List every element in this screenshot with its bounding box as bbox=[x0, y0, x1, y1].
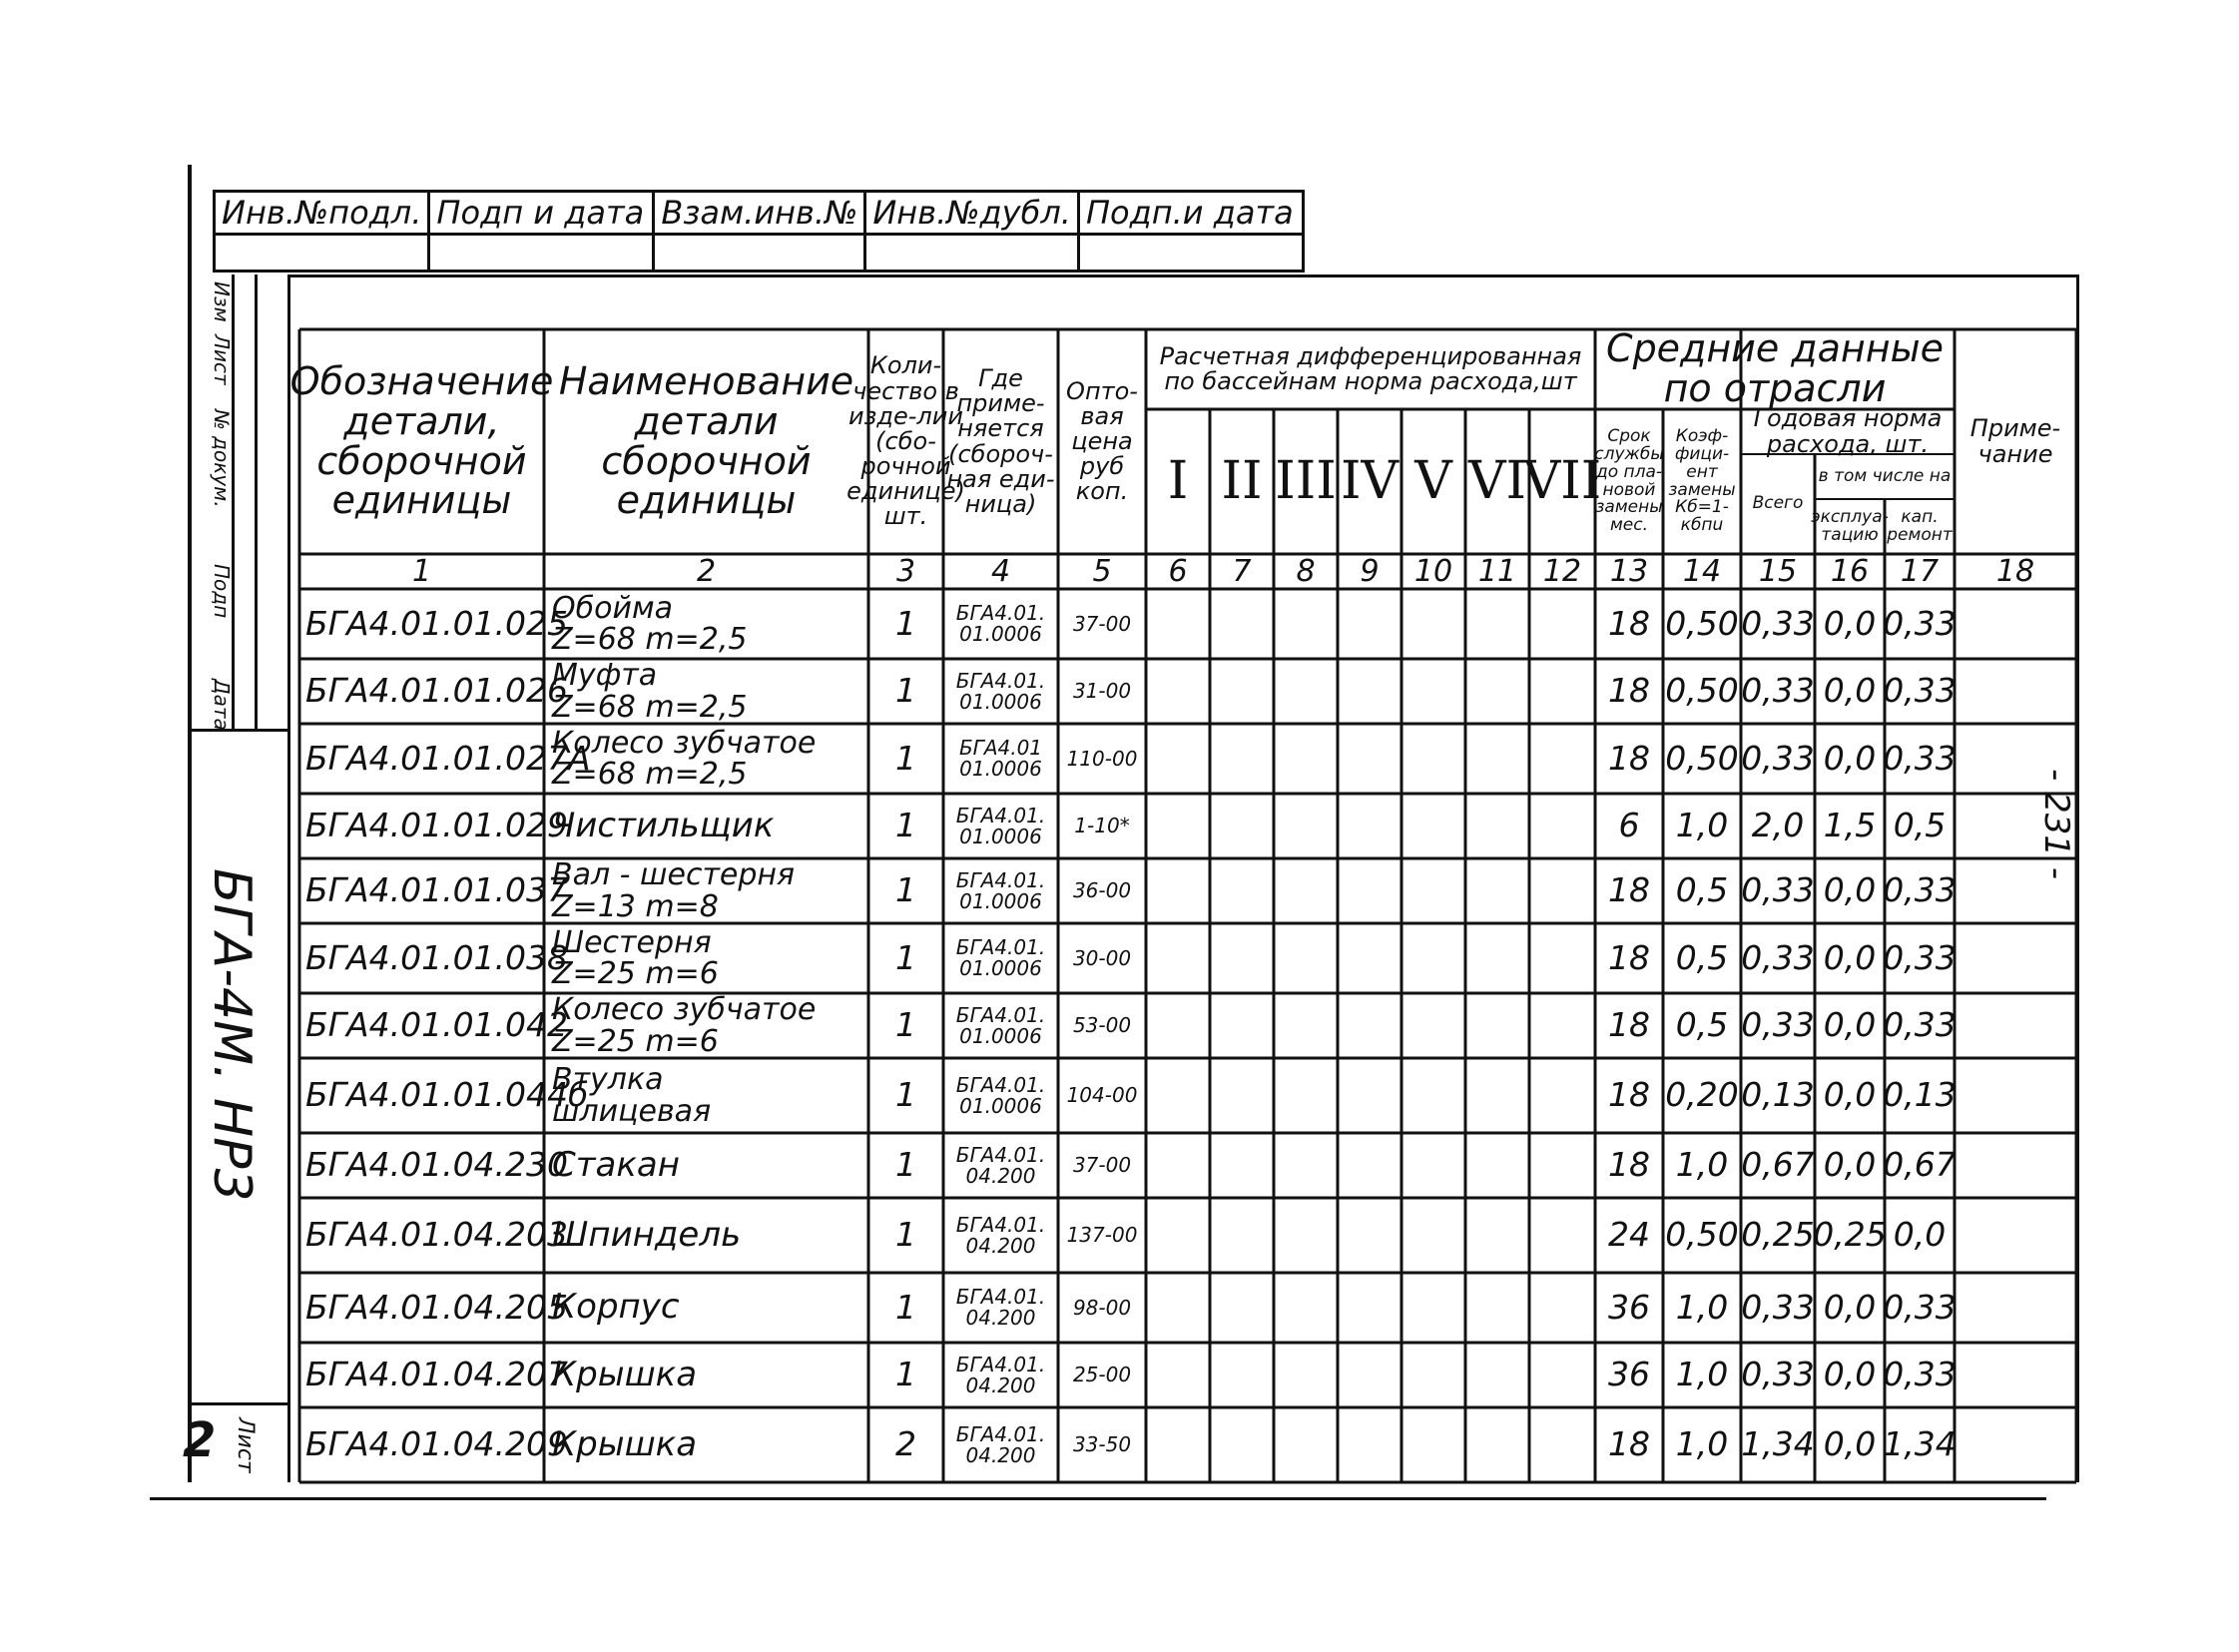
row-where-line1: БГА4.01. bbox=[955, 1142, 1046, 1167]
row-rem: 0,67 bbox=[1883, 1145, 1957, 1185]
row-name-line2: Z=25 m=6 bbox=[552, 956, 719, 991]
header-exploitation: эксплуа-тацию bbox=[1811, 506, 1889, 545]
row-total: 0,33 bbox=[1741, 1355, 1815, 1394]
row-code: БГА4.01.01.037 bbox=[305, 870, 569, 910]
row-expl: 0,0 bbox=[1823, 937, 1877, 977]
row-rem: 0,33 bbox=[1883, 870, 1957, 910]
row-name bbox=[544, 659, 868, 724]
row-qty: 2 bbox=[895, 1424, 916, 1464]
row-name-line1: Колесо зубчатое bbox=[552, 725, 817, 761]
side-label-izm: Изм bbox=[210, 281, 234, 322]
header-qty: Коли-чество в изде-лии (сбо-рочной единице) шт. bbox=[846, 351, 965, 531]
row-expl: 0,0 bbox=[1823, 1355, 1877, 1394]
row-code: БГА4.01.04.205 bbox=[305, 1287, 569, 1327]
column-number-4: 4 bbox=[990, 553, 1011, 589]
row-name bbox=[544, 1407, 868, 1482]
row-name-line2: Z=25 m=6 bbox=[552, 1023, 719, 1059]
column-number-5: 5 bbox=[1092, 553, 1112, 589]
row-koef: 0,5 bbox=[1675, 937, 1729, 977]
row-srok: 18 bbox=[1608, 1075, 1650, 1115]
row-where-line1: БГА4.01. bbox=[955, 1002, 1046, 1027]
header-total: Всего bbox=[1752, 493, 1804, 514]
row-where-line2: 01.0006 bbox=[959, 888, 1042, 913]
row-price: 37-00 bbox=[1072, 611, 1132, 636]
row-name bbox=[544, 794, 868, 858]
row-where-used bbox=[943, 794, 1058, 858]
row-qty: 1 bbox=[895, 603, 916, 643]
stamp-inv-podl: Инв.№подл. bbox=[215, 192, 429, 235]
row-where-used bbox=[943, 1058, 1058, 1133]
row-total: 0,33 bbox=[1741, 1005, 1815, 1045]
row-where-line1: БГА4.01. bbox=[955, 1212, 1046, 1237]
row-koef: 0,5 bbox=[1675, 1005, 1729, 1045]
row-srok: 18 bbox=[1608, 937, 1650, 977]
row-where-used bbox=[943, 1407, 1058, 1482]
header-note: Приме-чание bbox=[1969, 414, 2061, 468]
stamp-cell bbox=[429, 235, 654, 272]
sheet-label: Лист bbox=[233, 1417, 258, 1473]
row-expl: 0,0 bbox=[1823, 671, 1877, 711]
row-code: БГА4.01.01.029 bbox=[305, 806, 569, 845]
page-mark: - 231 - bbox=[2036, 769, 2076, 880]
stamp-vzam-inv: Взам.инв.№ bbox=[654, 192, 865, 235]
side-label-podp: Подп bbox=[210, 564, 234, 619]
row-total: 0,33 bbox=[1741, 738, 1815, 778]
row-price: 33-50 bbox=[1072, 1432, 1132, 1456]
row-code: БГА4.01.04.203 bbox=[305, 1215, 569, 1255]
stamp-cell bbox=[865, 235, 1079, 272]
row-rem: 1,34 bbox=[1883, 1424, 1957, 1464]
column-number-10: 10 bbox=[1413, 553, 1453, 589]
row-total: 0,33 bbox=[1741, 671, 1815, 711]
row-rem: 0,5 bbox=[1893, 806, 1947, 845]
row-koef: 1,0 bbox=[1675, 1287, 1729, 1327]
row-price: 98-00 bbox=[1072, 1295, 1132, 1320]
row-name-line1: Втулка bbox=[552, 1062, 664, 1097]
column-number-12: 12 bbox=[1542, 553, 1582, 589]
row-where-line1: БГА4.01. bbox=[955, 1352, 1046, 1377]
side-label-data: Дата bbox=[210, 679, 234, 731]
header-price: Опто-вая цена руб коп. bbox=[1066, 376, 1138, 506]
row-code: БГА4.01.04.230 bbox=[305, 1145, 569, 1185]
row-name-line1: Крышка bbox=[552, 1423, 698, 1464]
row-rem: 0,33 bbox=[1883, 738, 1957, 778]
inventory-stamp bbox=[213, 190, 1305, 273]
row-total: 0,13 bbox=[1741, 1075, 1815, 1115]
column-number-9: 9 bbox=[1360, 553, 1380, 589]
row-where-line2: 04.200 bbox=[965, 1442, 1036, 1467]
row-where-used bbox=[943, 659, 1058, 724]
row-koef: 0,20 bbox=[1665, 1075, 1739, 1115]
column-number-8: 8 bbox=[1296, 553, 1316, 589]
row-total: 0,33 bbox=[1741, 603, 1815, 643]
row-koef: 0,50 bbox=[1665, 1215, 1739, 1255]
row-name-line1: Шестерня bbox=[552, 924, 712, 960]
row-qty: 1 bbox=[895, 870, 916, 910]
header-incl: в том числе на bbox=[1818, 465, 1952, 486]
stamp-podp-data: Подп и дата bbox=[429, 192, 654, 235]
row-price: 37-00 bbox=[1072, 1153, 1132, 1177]
row-qty: 1 bbox=[895, 671, 916, 711]
header-roman-4: IV bbox=[1340, 451, 1399, 512]
frame-left-line bbox=[188, 165, 192, 1482]
header-service-life: Срок службы до пла-новой замены мес. bbox=[1594, 425, 1664, 536]
row-where-line2: 01.0006 bbox=[959, 689, 1042, 714]
header-where-used: Где приме-няется (сбороч-ная еди-ница) bbox=[946, 363, 1055, 518]
row-expl: 0,0 bbox=[1823, 738, 1877, 778]
row-rem: 0,0 bbox=[1893, 1215, 1947, 1255]
row-where-used bbox=[943, 1198, 1058, 1273]
row-expl: 0,25 bbox=[1813, 1215, 1887, 1255]
stamp-cell bbox=[654, 235, 865, 272]
row-where-used bbox=[943, 993, 1058, 1058]
header-cap-repair: кап. ремонт bbox=[1887, 506, 1953, 545]
row-name bbox=[544, 1133, 868, 1198]
header-roman-1: I bbox=[1167, 451, 1189, 512]
row-name-line1: Обойма bbox=[552, 590, 673, 626]
row-total: 0,33 bbox=[1741, 937, 1815, 977]
row-qty: 1 bbox=[895, 1145, 916, 1185]
row-code: БГА4.01.01.042 bbox=[305, 1005, 569, 1045]
row-expl: 1,5 bbox=[1823, 806, 1877, 845]
column-number-7: 7 bbox=[1232, 553, 1252, 589]
row-srok: 24 bbox=[1608, 1215, 1650, 1255]
column-number-13: 13 bbox=[1609, 553, 1649, 589]
row-srok: 18 bbox=[1608, 671, 1650, 711]
row-koef: 0,5 bbox=[1675, 870, 1729, 910]
row-price: 30-00 bbox=[1072, 945, 1132, 970]
row-name-line2: шлицевая bbox=[552, 1093, 712, 1129]
row-expl: 0,0 bbox=[1823, 1145, 1877, 1185]
row-name-line2: Z=68 m=2,5 bbox=[552, 689, 748, 725]
row-name bbox=[544, 923, 868, 993]
row-code: БГА4.01.01.027А bbox=[305, 738, 591, 778]
row-price: 110-00 bbox=[1066, 746, 1138, 771]
row-where-line2: 04.200 bbox=[965, 1306, 1036, 1330]
row-name bbox=[544, 993, 868, 1058]
row-code: БГА4.01.01.026 bbox=[305, 671, 569, 711]
row-srok: 18 bbox=[1608, 1145, 1650, 1185]
column-number-1: 1 bbox=[411, 553, 432, 589]
stamp-cell bbox=[1078, 235, 1303, 272]
frame-right-line bbox=[2076, 275, 2079, 1482]
stamp-inv-dubl: Инв.№дубл. bbox=[865, 192, 1079, 235]
row-code: БГА4.01.01.044б bbox=[305, 1075, 589, 1115]
row-srok: 18 bbox=[1608, 1005, 1650, 1045]
header-avg-group: Средние данные по отрасли bbox=[1606, 326, 1944, 410]
row-name bbox=[544, 1058, 868, 1133]
row-price: 104-00 bbox=[1066, 1083, 1138, 1107]
row-where-used bbox=[943, 724, 1058, 794]
column-number-16: 16 bbox=[1830, 553, 1870, 589]
frame-bottom-line bbox=[150, 1497, 2046, 1500]
row-rem: 0,13 bbox=[1883, 1075, 1957, 1115]
side-divider bbox=[190, 729, 289, 732]
row-price: 25-00 bbox=[1072, 1363, 1132, 1386]
side-label-dokum: № докум. bbox=[210, 409, 234, 508]
row-where-line1: БГА4.01. bbox=[955, 668, 1046, 693]
row-qty: 1 bbox=[895, 1005, 916, 1045]
row-srok: 18 bbox=[1608, 603, 1650, 643]
row-expl: 0,0 bbox=[1823, 603, 1877, 643]
row-where-used bbox=[943, 1133, 1058, 1198]
row-total: 2,0 bbox=[1751, 806, 1805, 845]
row-price: 53-00 bbox=[1072, 1013, 1132, 1037]
column-number-17: 17 bbox=[1900, 553, 1940, 589]
row-where-line2: 01.0006 bbox=[959, 1023, 1042, 1048]
row-expl: 0,0 bbox=[1823, 1424, 1877, 1464]
row-srok: 18 bbox=[1608, 1424, 1650, 1464]
header-designation: Обозначение детали, сборочной единицы bbox=[289, 358, 554, 523]
header-norm-group: Расчетная дифференцированная по бассейнам норма расхода,шт bbox=[1159, 341, 1582, 395]
header-roman-6: VI bbox=[1467, 451, 1527, 512]
row-name bbox=[544, 589, 868, 659]
row-name-line1: Шпиндель bbox=[552, 1214, 742, 1255]
row-where-used bbox=[943, 1273, 1058, 1343]
column-number-3: 3 bbox=[895, 553, 916, 589]
row-srok: 18 bbox=[1608, 870, 1650, 910]
row-koef: 0,50 bbox=[1665, 738, 1739, 778]
row-qty: 1 bbox=[895, 806, 916, 845]
frame-top-line bbox=[287, 275, 2079, 277]
header-annual-norm: Годовая норма расхода, шт. bbox=[1753, 404, 1943, 458]
stamp-cell bbox=[215, 235, 429, 272]
row-rem: 0,33 bbox=[1883, 1355, 1957, 1394]
row-rem: 0,33 bbox=[1883, 1287, 1957, 1327]
header-coefficient: Коэф-фици-ент замены Кб=1-кбпu bbox=[1668, 425, 1736, 536]
row-where-line1: БГА4.01. bbox=[955, 1421, 1046, 1446]
row-name-line1: Корпус bbox=[552, 1287, 680, 1328]
row-qty: 1 bbox=[895, 937, 916, 977]
row-where-line1: БГА4.01. bbox=[955, 1285, 1046, 1309]
header-roman-5: V bbox=[1414, 451, 1452, 512]
row-name bbox=[544, 1343, 868, 1407]
header-roman-3: III bbox=[1275, 451, 1337, 512]
row-rem: 0,33 bbox=[1883, 603, 1957, 643]
row-where-line2: 01.0006 bbox=[959, 757, 1042, 781]
row-where-line2: 01.0006 bbox=[959, 956, 1042, 980]
row-where-used bbox=[943, 858, 1058, 923]
row-name-line1: Стакан bbox=[552, 1144, 680, 1185]
row-rem: 0,33 bbox=[1883, 671, 1957, 711]
column-number-6: 6 bbox=[1168, 553, 1188, 589]
row-srok: 6 bbox=[1618, 806, 1640, 845]
row-where-line2: 01.0006 bbox=[959, 622, 1042, 646]
row-koef: 1,0 bbox=[1675, 806, 1729, 845]
row-total: 0,25 bbox=[1741, 1215, 1815, 1255]
row-name bbox=[544, 724, 868, 794]
row-where-line1: БГА4.01. bbox=[955, 867, 1046, 892]
side-strip-line-2 bbox=[255, 275, 258, 729]
row-srok: 36 bbox=[1608, 1287, 1650, 1327]
row-where-used bbox=[943, 1343, 1058, 1407]
row-where-line1: БГА4.01. bbox=[955, 1072, 1046, 1097]
column-number-14: 14 bbox=[1682, 553, 1722, 589]
row-price: 1-10* bbox=[1074, 814, 1130, 837]
row-name-line2: Z=68 m=2,5 bbox=[552, 757, 748, 792]
row-qty: 1 bbox=[895, 1075, 916, 1115]
row-where-used bbox=[943, 923, 1058, 993]
row-name-line1: Чистильщик bbox=[552, 805, 775, 845]
row-price: 137-00 bbox=[1066, 1223, 1138, 1247]
row-name bbox=[544, 1273, 868, 1343]
row-where-line2: 04.200 bbox=[965, 1373, 1036, 1397]
row-expl: 0,0 bbox=[1823, 1075, 1877, 1115]
row-srok: 18 bbox=[1608, 738, 1650, 778]
row-where-line2: 04.200 bbox=[965, 1163, 1036, 1188]
document-code: БГА-4М. НР3 bbox=[202, 868, 262, 1202]
row-total: 1,34 bbox=[1741, 1424, 1815, 1464]
row-name-line2: Z=13 m=8 bbox=[552, 888, 719, 924]
row-rem: 0,33 bbox=[1883, 1005, 1957, 1045]
column-number-18: 18 bbox=[1995, 553, 2035, 589]
row-qty: 1 bbox=[895, 738, 916, 778]
row-code: БГА4.01.04.207 bbox=[305, 1355, 569, 1394]
header-roman-2: II bbox=[1221, 451, 1263, 512]
row-where-line1: БГА4.01. bbox=[955, 601, 1046, 625]
row-koef: 1,0 bbox=[1675, 1145, 1729, 1185]
row-total: 0,67 bbox=[1741, 1145, 1815, 1185]
row-name-line1: Муфта bbox=[552, 658, 658, 693]
row-total: 0,33 bbox=[1741, 870, 1815, 910]
row-name-line1: Крышка bbox=[552, 1354, 698, 1394]
row-koef: 1,0 bbox=[1675, 1355, 1729, 1394]
row-where-line1: БГА4.01. bbox=[955, 935, 1046, 959]
row-price: 36-00 bbox=[1072, 878, 1132, 902]
row-expl: 0,0 bbox=[1823, 1005, 1877, 1045]
row-where-line2: 01.0006 bbox=[959, 1093, 1042, 1118]
row-rem: 0,33 bbox=[1883, 937, 1957, 977]
row-name-line1: Вал - шестерня bbox=[552, 857, 796, 892]
row-where-line2: 04.200 bbox=[965, 1233, 1036, 1258]
row-where-line2: 01.0006 bbox=[959, 824, 1042, 848]
row-code: БГА4.01.01.038 bbox=[305, 937, 569, 977]
side-divider-2 bbox=[190, 1402, 289, 1405]
row-qty: 1 bbox=[895, 1355, 916, 1394]
row-srok: 36 bbox=[1608, 1355, 1650, 1394]
row-code: БГА4.01.01.025 bbox=[305, 603, 569, 643]
row-expl: 0,0 bbox=[1823, 1287, 1877, 1327]
row-name-line2: Z=68 m=2,5 bbox=[552, 622, 748, 657]
row-koef: 1,0 bbox=[1675, 1424, 1729, 1464]
row-name-line1: Колесо зубчатое bbox=[552, 992, 817, 1027]
column-number-2: 2 bbox=[696, 553, 717, 589]
row-qty: 1 bbox=[895, 1215, 916, 1255]
row-koef: 0,50 bbox=[1665, 671, 1739, 711]
row-name bbox=[544, 858, 868, 923]
row-where-line1: БГА4.01 bbox=[958, 736, 1043, 760]
sheet-number: 2 bbox=[183, 1412, 217, 1468]
column-number-11: 11 bbox=[1477, 553, 1517, 589]
row-qty: 1 bbox=[895, 1287, 916, 1327]
row-price: 31-00 bbox=[1072, 679, 1132, 703]
side-label-list: Лист bbox=[210, 334, 234, 385]
column-number-15: 15 bbox=[1758, 553, 1798, 589]
header-roman-7: VII bbox=[1522, 451, 1602, 512]
row-where-used bbox=[943, 589, 1058, 659]
row-name bbox=[544, 1198, 868, 1273]
header-name: Наименование детали сборочной единицы bbox=[558, 358, 854, 523]
row-total: 0,33 bbox=[1741, 1287, 1815, 1327]
row-koef: 0,50 bbox=[1665, 603, 1739, 643]
row-where-line1: БГА4.01. bbox=[955, 803, 1046, 827]
row-expl: 0,0 bbox=[1823, 870, 1877, 910]
row-code: БГА4.01.04.209 bbox=[305, 1424, 569, 1464]
stamp-podp-data-2: Подп.и дата bbox=[1078, 192, 1303, 235]
